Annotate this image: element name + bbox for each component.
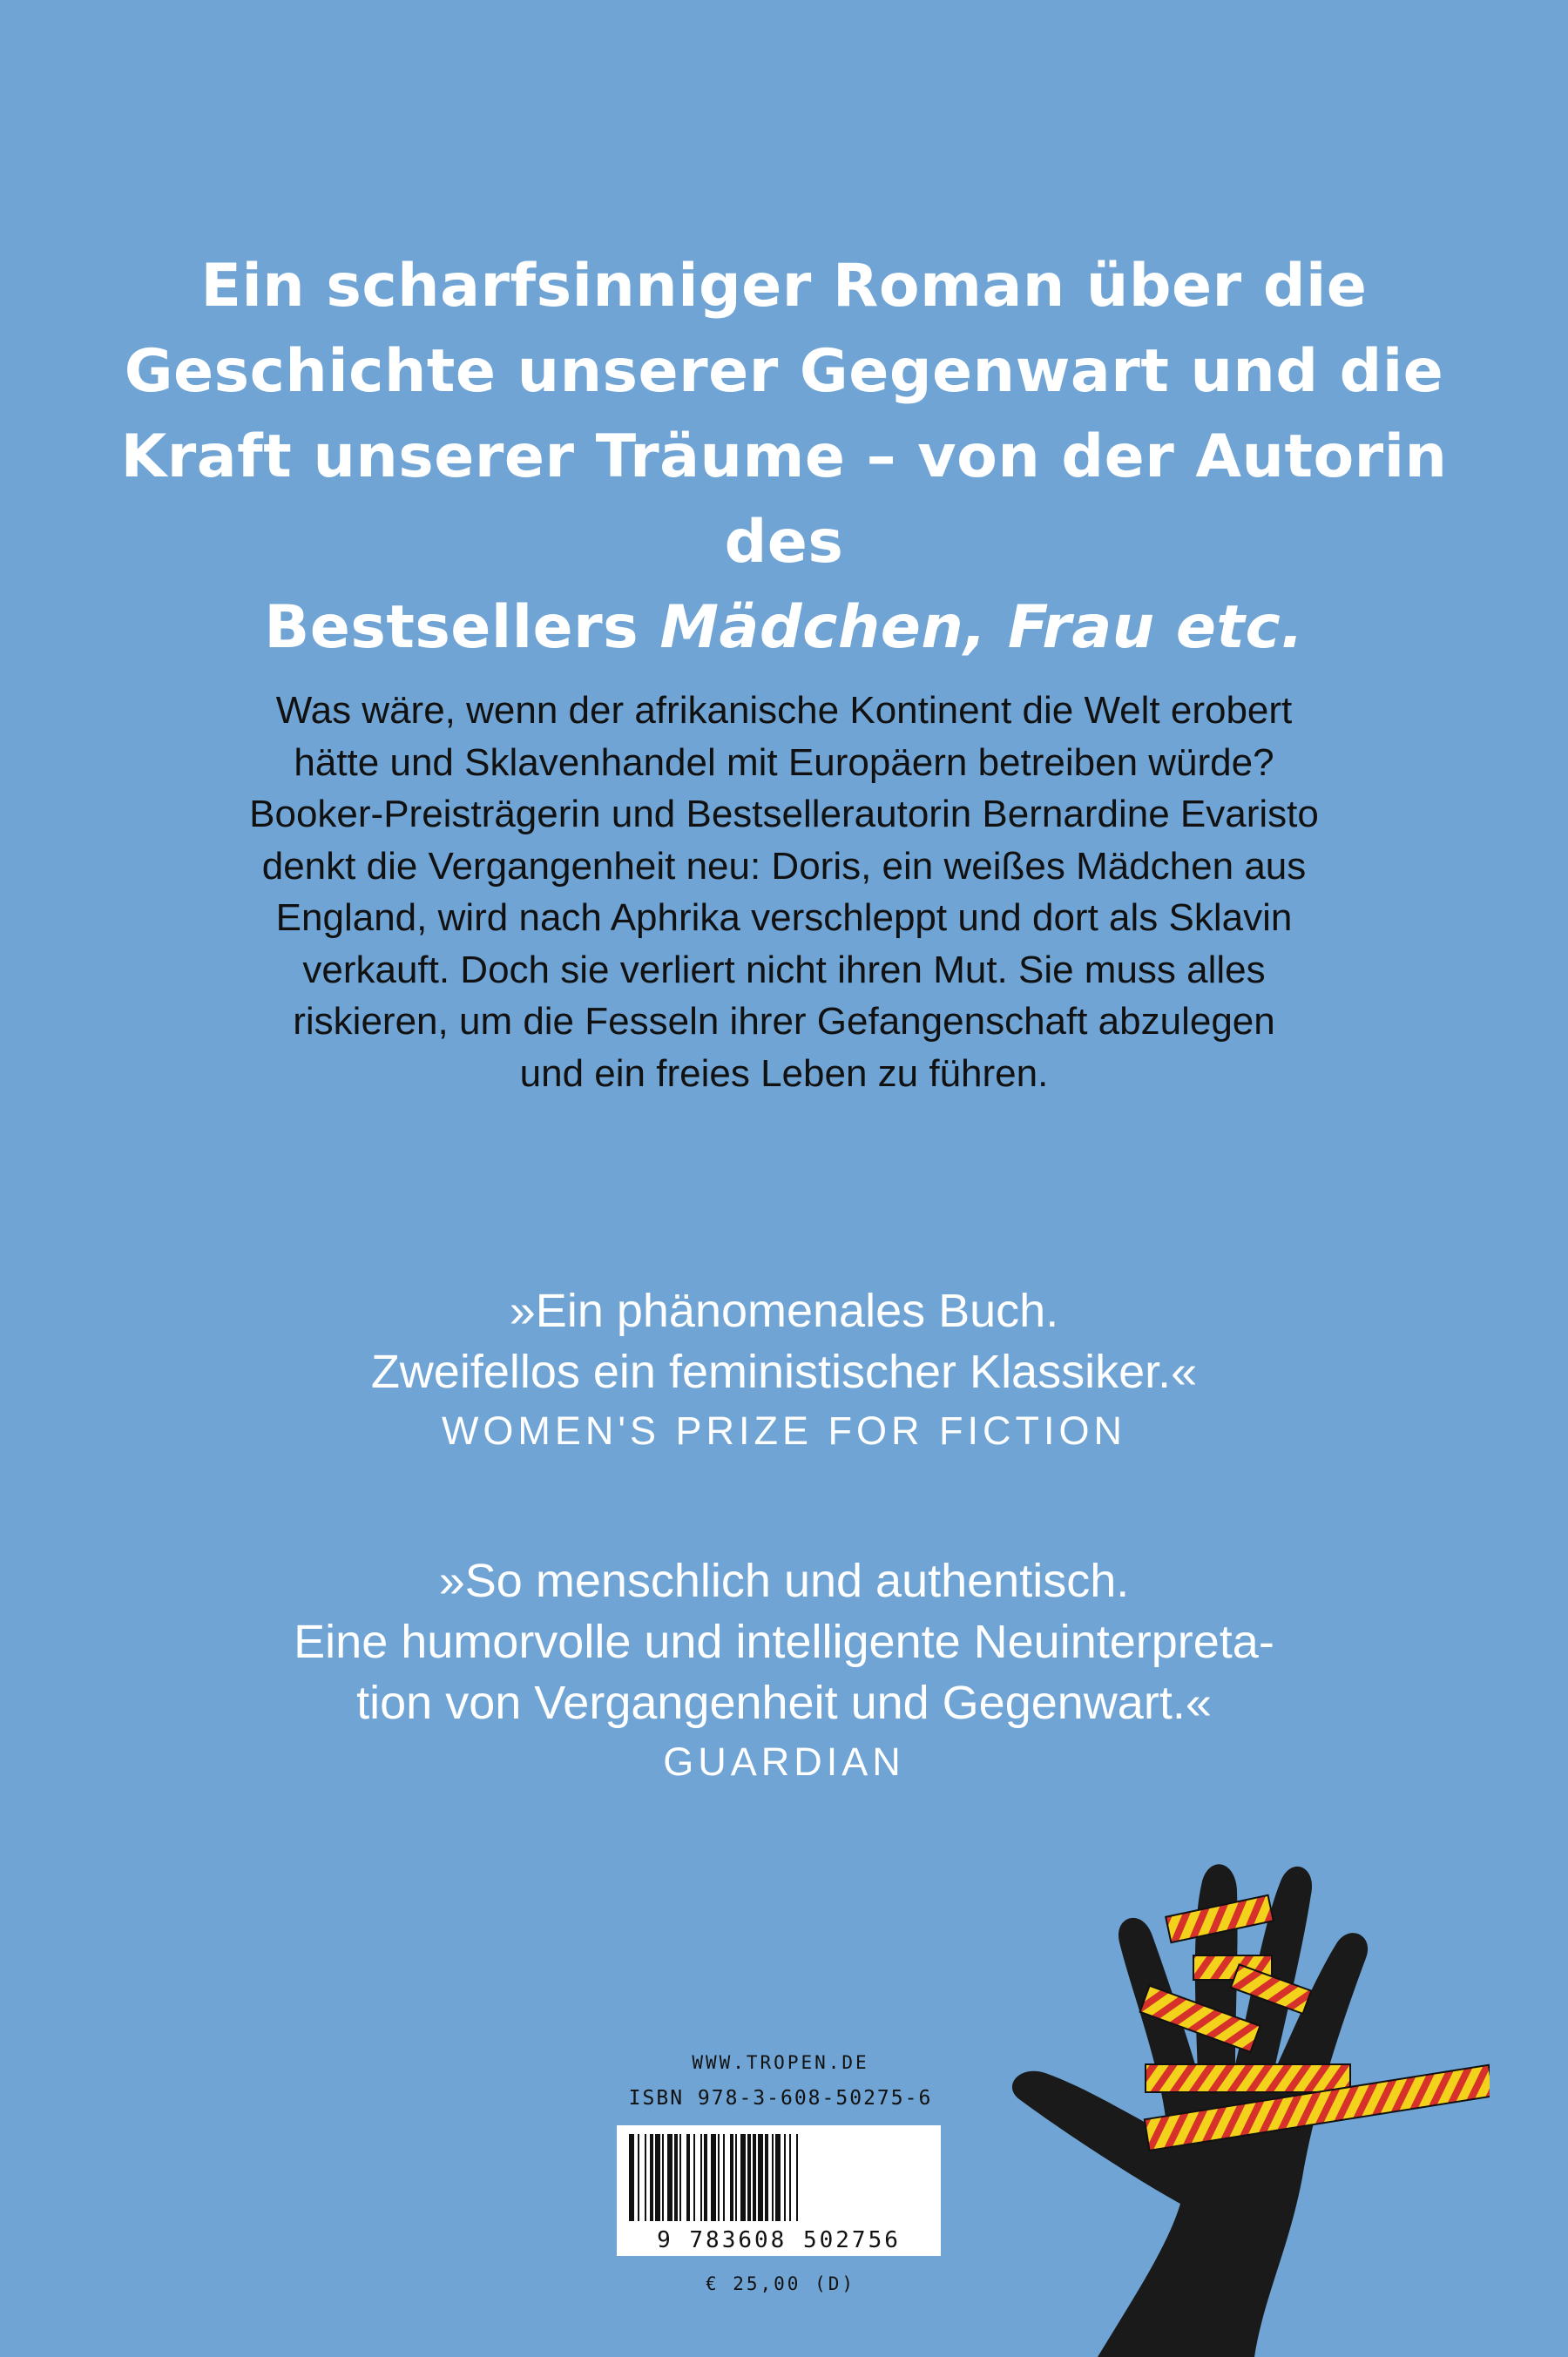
barcode-bar [789, 2134, 791, 2221]
barcode-bar [693, 2134, 695, 2221]
barcode-bar [662, 2134, 664, 2221]
blurb-line: England, wird nach Aphrika verschleppt und dort als Sklavin [275, 896, 1293, 939]
barcode-bars [617, 2125, 941, 2256]
barcode-bar [718, 2134, 720, 2221]
barcode-bar [629, 2134, 634, 2221]
headline-line-2: Geschichte unserer Gegenwart und die [124, 337, 1444, 406]
barcode-bar [753, 2134, 756, 2221]
barcode-bar [784, 2134, 786, 2221]
barcode-bar [775, 2134, 781, 2221]
barcode-bar [655, 2134, 660, 2221]
headline-line-3: Kraft unserer Träume – von der Autorin des [120, 422, 1448, 577]
bound-hand-illustration [1002, 1812, 1490, 2357]
barcode-bar [711, 2134, 716, 2221]
barcode-digits: 9 783608 502756 [657, 2227, 901, 2253]
barcode-bar [765, 2134, 768, 2221]
barcode-bar [747, 2134, 751, 2221]
price-label: € 25,00 (D) [705, 2273, 856, 2294]
barcode-bar [667, 2134, 672, 2221]
review-quote-guardian [87, 1550, 1481, 1791]
blurb-line: Was wäre, wenn der afrikanische Kontinent die Welt erobert [275, 689, 1293, 732]
blurb-line: Booker-Preisträgerin und Bestsellerautorin Bernardine Evaristo [249, 793, 1319, 835]
headline-prefix: Bestsellers [264, 593, 660, 662]
barcode-bar [740, 2134, 746, 2221]
quote-line: Eine humorvolle und intelligente Neuinterpreta- [294, 1616, 1274, 1668]
barcode [617, 2125, 941, 2256]
barcode-bar [730, 2134, 733, 2221]
blurb-line: denkt die Vergangenheit neu: Doris, ein weißes Mädchen aus [261, 844, 1307, 888]
headline-line-1: Ein scharfsinniger Roman über die [200, 252, 1368, 321]
barcode-bar [638, 2134, 639, 2221]
barcode-bar [723, 2134, 725, 2221]
blurb [148, 685, 1420, 1099]
publisher-url[interactable]: WWW.TROPEN.DE [692, 2052, 869, 2073]
barcode-bar [650, 2134, 653, 2221]
barcode-bar [645, 2134, 646, 2221]
barcode-bar [772, 2134, 774, 2221]
headline-line-4 [52, 585, 1516, 671]
headline [52, 244, 1516, 671]
barcode-bar [735, 2134, 737, 2221]
quote-line: tion von Vergangenheit und Gegenwart.« [356, 1677, 1212, 1729]
barcode-bar [679, 2134, 681, 2221]
quote-source: WOMEN'S PRIZE FOR FICTION [441, 1408, 1127, 1453]
blurb-line: und ein freies Leben zu führen. [519, 1051, 1049, 1095]
blurb-line: riskieren, um die Fesseln ihrer Gefangenschaft abzulegen [293, 1000, 1275, 1043]
blurb-line: hätte und Sklavenhandel mit Europäern betreiben würde? [294, 740, 1274, 784]
blurb-line: verkauft. Doch sie verliert nicht ihren Mut. Sie muss alles [302, 948, 1266, 991]
barcode-bar [758, 2134, 763, 2221]
isbn-label: ISBN 978-3-608-50275-6 [628, 2087, 933, 2110]
barcode-bar [674, 2134, 678, 2221]
review-quote-womens-prize [87, 1280, 1481, 1460]
barcode-bar [700, 2134, 702, 2221]
book-title-reference: Mädchen, Frau etc. [659, 593, 1304, 662]
barcode-bar [686, 2134, 690, 2221]
quote-line: »So menschlich und authentisch. [438, 1555, 1130, 1607]
quote-line: »Ein phänomenales Buch. [509, 1285, 1059, 1337]
barcode-bar [704, 2134, 707, 2221]
barcode-bar [796, 2134, 798, 2221]
quote-source: GUARDIAN [663, 1739, 905, 1784]
quote-line: Zweifellos ein feministischer Klassiker.« [370, 1346, 1198, 1398]
